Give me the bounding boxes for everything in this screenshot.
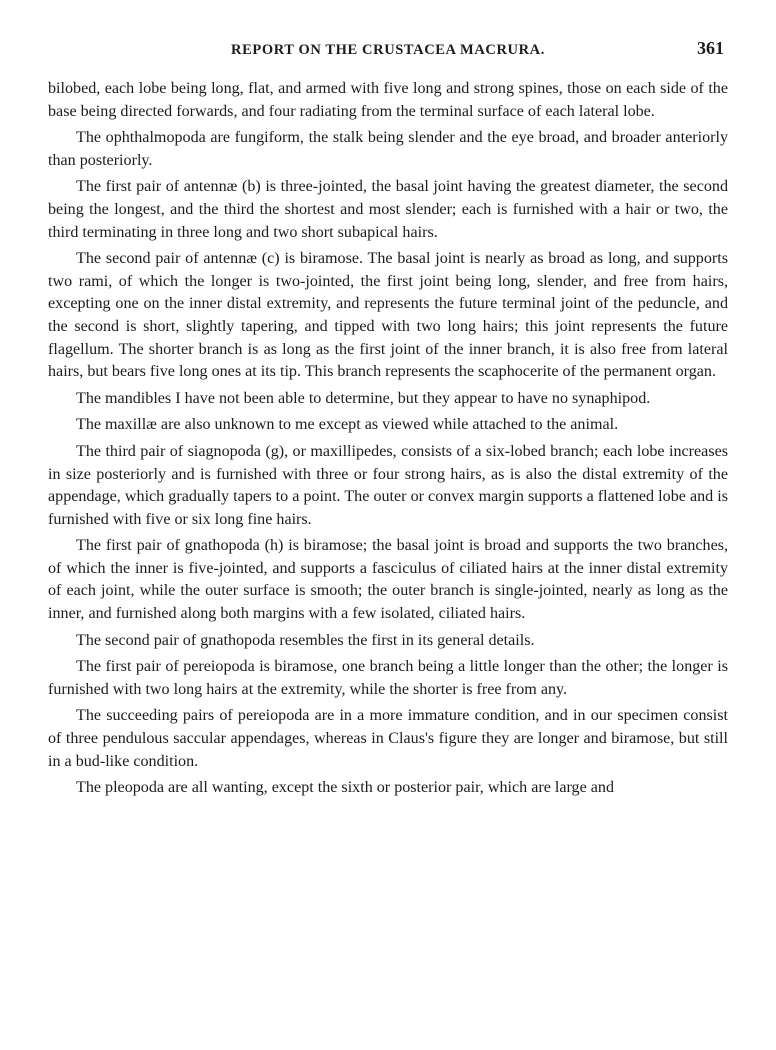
paragraph-first-gnathopoda: The first pair of gnathopoda (h) is biramose; the basal joint is broad and supports the two branches, of which the inner is five-jointed, and supports a fasciculus of ciliated hairs at the inner distal extremity of each joint, while the outer surface is smooth; the outer branch is single-jointed, nearly as long as the inner, and furnished along both margins with a few isolated, ciliated hairs. bbox=[48, 537, 728, 623]
page-number: 361 bbox=[697, 38, 724, 58]
paragraph-continued: bilobed, each lobe being long, flat, and armed with five long and strong spines, those on each side of the base being directed forwards, and four radiating from the terminal surface of each lateral lobe. bbox=[48, 80, 728, 120]
running-title: REPORT ON THE CRUSTACEA MACRURA. bbox=[231, 42, 545, 58]
paragraph-first-antennae: The first pair of antennæ (b) is three-jointed, the basal joint having the greatest diameter, the second being the longest, and the third the shortest and most slender; each is furnished with a hair or two, the third terminating in three long and two short subapical hairs. bbox=[48, 178, 728, 241]
paragraph-maxillae: The maxillæ are also unknown to me except as viewed while attached to the animal. bbox=[76, 416, 619, 434]
paragraph-pleopoda: The pleopoda are all wanting, except the sixth or posterior pair, which are large and bbox=[76, 779, 615, 797]
paragraph-mandibles: The mandibles I have not been able to determine, but they appear to have no synaphipod. bbox=[76, 389, 651, 407]
paragraph-ophthalmopoda: The ophthalmopoda are fungiform, the stalk being slender and the eye broad, and broader anteriorly than posteriorly. bbox=[48, 129, 728, 169]
paragraph-first-pereiopoda: The first pair of pereiopoda is biramose, one branch being a little longer than the other; the longer is furnished with two long hairs at the extremity, while the shorter is free from any. bbox=[48, 658, 728, 698]
paragraph-siagnopoda: The third pair of siagnopoda (g), or maxillipedes, consists of a six-lobed branch; each lobe increases in size posteriorly and is furnished with three or four strong hairs, as is also the distal extremity of the appendage, which gradually tapers to a point. The outer or convex margin supports a flattened lobe and is furnished with five or six long fine hairs. bbox=[48, 442, 728, 528]
paragraph-succeeding-pereiopoda: The succeeding pairs of pereiopoda are in a more immature condition, and in our specimen consist of three pendulous saccular appendages, whereas in Claus's figure they are longer and biramose, but still in a bud-like condition. bbox=[48, 707, 728, 770]
paragraph-second-antennae: The second pair of antennæ (c) is biramose. The basal joint is nearly as broad as long, and supports two rami, of which the longer is two-jointed, the first joint being long, slender, and free from hairs, excepting one on the inner distal extremity, and represents the future terminal joint of the peduncle, and the second is short, slightly tapering, and tipped with two long hairs; this joint represents the future flagellum. The shorter branch is as long as the first joint of the inner branch, it is also free from lateral hairs, but bears five long ones at its tip. This branch represents the scaphocerite of the permanent organ. bbox=[48, 250, 728, 381]
document-page bbox=[48, 38, 728, 1038]
paragraph-second-gnathopoda: The second pair of gnathopoda resembles the first in its general details. bbox=[76, 631, 535, 649]
body-text bbox=[48, 78, 728, 800]
page-header bbox=[48, 38, 728, 64]
